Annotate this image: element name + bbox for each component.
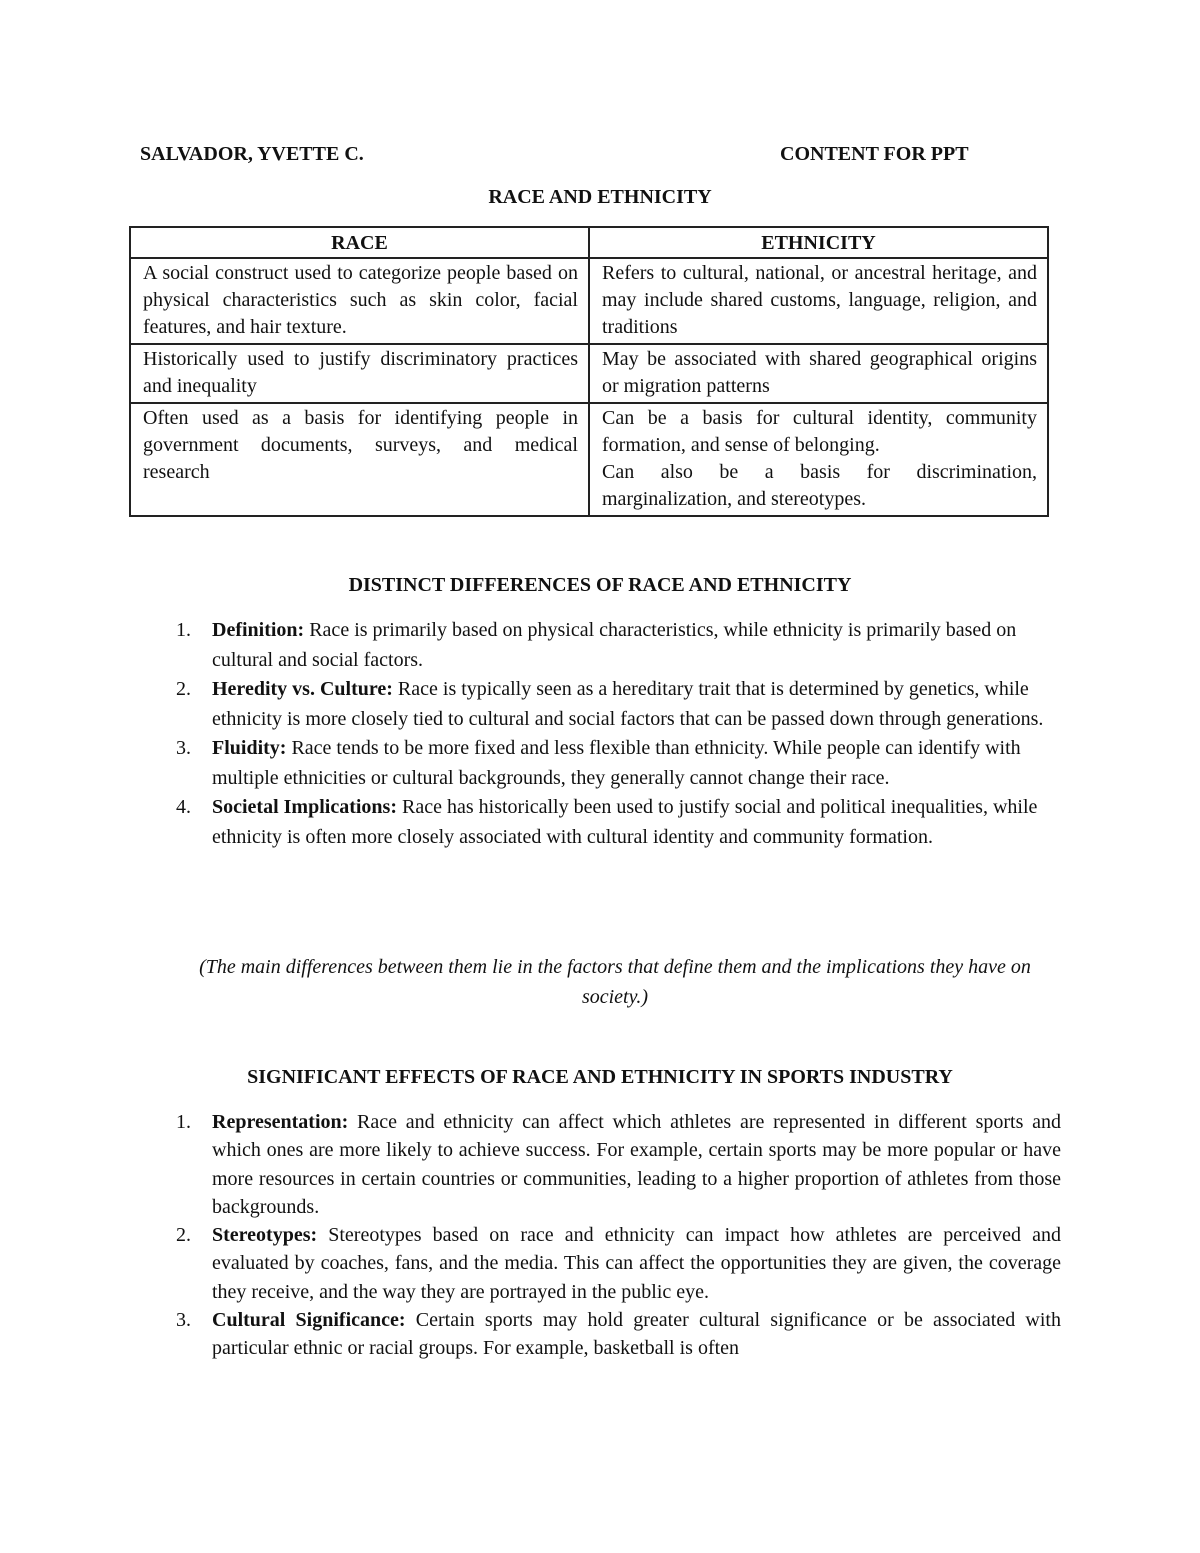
column-header-race: RACE (130, 227, 589, 258)
list-text: Stereotypes based on race and ethnicity can impact how athletes are perceived and evaluated by coaches, fans, and the media. This can affect the opportunities they are given, the coverage they receive, and the way they are portrayed in the public eye. (212, 1224, 1061, 1303)
race-cell: Historically used to justify discriminatory practices and inequality (130, 344, 589, 403)
list-text: Race is typically seen as a hereditary trait that is determined by genetics, while ethnicity is more closely tied to cultural and social factors that can be passed down through generations. (212, 678, 1044, 730)
comparison-table (129, 226, 1049, 517)
list-term: Cultural Significance: (212, 1309, 406, 1332)
list-text: Certain sports may hold greater cultural significance or be associated with particular ethnic or racial groups. For example, basketball is often (212, 1309, 1061, 1360)
differences-list (176, 616, 1061, 852)
list-number: 2. (176, 1224, 191, 1247)
list-term: Heredity vs. Culture: (212, 678, 393, 700)
ethnicity-cell-paragraph: Can be a basis for cultural identity, community formation, and sense of belonging. (602, 407, 1037, 456)
list-term: Fluidity: (212, 737, 287, 759)
list-item (176, 675, 1061, 734)
list-number: 1. (176, 1111, 191, 1133)
ethnicity-cell (589, 403, 1048, 516)
race-cell: Often used as a basis for identifying people in government documents, surveys, and medical research (130, 403, 589, 516)
table-header-row (130, 227, 1048, 258)
list-text: Race has historically been used to justify social and political inequalities, while ethnicity is often more closely associated with cultural identity and community formation. (212, 796, 1038, 848)
ethnicity-cell: Refers to cultural, national, or ancestral heritage, and may include shared customs, language, religion, and traditions (589, 258, 1048, 344)
list-term: Societal Implications: (212, 796, 397, 818)
ethnicity-cell-paragraph: Can also be a basis for discrimination, marginalization, and stereotypes. (602, 461, 1037, 510)
list-number: 2. (176, 678, 191, 700)
summary-note: (The main differences between them lie in the factors that define them and the implications they have on society.) (199, 956, 1031, 1008)
list-number: 1. (176, 619, 191, 641)
race-cell: A social construct used to categorize people based on physical characteristics such as skin color, facial features, and hair texture. (130, 258, 589, 344)
list-item (176, 616, 1061, 675)
section-title-differences: DISTINCT DIFFERENCES OF RACE AND ETHNICITY (348, 574, 852, 596)
list-item (176, 734, 1061, 793)
list-number: 4. (176, 796, 191, 818)
list-text: Race tends to be more fixed and less flexible than ethnicity. While people can identify with multiple ethnicities or cultural backgrounds, they generally cannot change their race. (212, 737, 1021, 789)
ethnicity-cell: May be associated with shared geographical origins or migration patterns (589, 344, 1048, 403)
author-name: SALVADOR, YVETTE C. (140, 143, 364, 165)
list-term: Representation: (212, 1111, 349, 1133)
list-item (176, 1221, 1061, 1306)
list-item (176, 793, 1061, 852)
list-text: Race is primarily based on physical characteristics, while ethnicity is primarily based on cultural and social factors. (212, 619, 1017, 671)
section-title-sports-effects: SIGNIFICANT EFFECTS OF RACE AND ETHNICITY IN SPORTS INDUSTRY (247, 1066, 953, 1088)
column-header-ethnicity: ETHNICITY (589, 227, 1048, 258)
list-number: 3. (176, 1309, 191, 1332)
list-number: 3. (176, 737, 191, 759)
table-row (130, 344, 1048, 403)
header-label: CONTENT FOR PPT (780, 143, 969, 165)
table-row (130, 258, 1048, 344)
document-title: RACE AND ETHNICITY (488, 186, 712, 208)
list-item (176, 1306, 1061, 1363)
list-item (176, 1108, 1061, 1221)
list-term: Stereotypes: (212, 1224, 318, 1247)
table-row (130, 403, 1048, 516)
list-text: Race and ethnicity can affect which athletes are represented in different sports and which ones are more likely to achieve success. For example, certain sports may be more popular or have more resources in certain countries or communities, leading to a higher proportion of athletes from those backgrounds. (212, 1111, 1061, 1218)
sports-effects-list (176, 1108, 1061, 1363)
list-term: Definition: (212, 619, 305, 641)
